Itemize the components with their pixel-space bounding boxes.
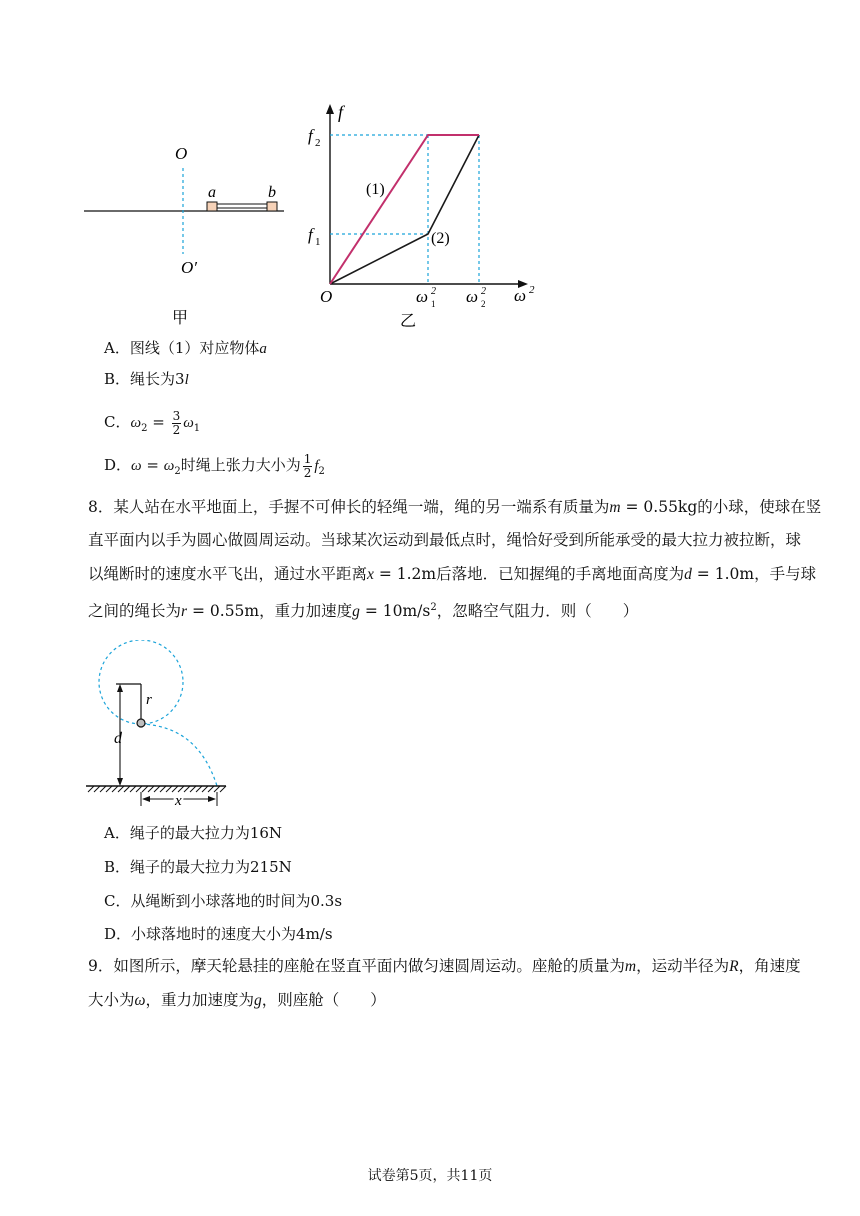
- q8-val-m: = 0.55kg: [620, 498, 698, 516]
- q7-option-d-w2: ω: [163, 458, 175, 474]
- q8-option-c[interactable]: C．从绳断到小球落地的时间为0.3s: [104, 892, 343, 910]
- ground-hatch: [88, 786, 226, 792]
- block-b: [267, 202, 277, 211]
- label-curve-2: (2): [431, 230, 450, 247]
- q7-option-b-var: l: [184, 372, 189, 388]
- caption-yi: 乙: [400, 311, 417, 330]
- q9-text: ，角速度: [738, 957, 801, 975]
- q7-option-d-desc: 时绳上张力大小为: [180, 456, 301, 474]
- q9-text: ，则座舱（ ）: [261, 991, 386, 1009]
- q7-option-c[interactable]: [104, 403, 200, 441]
- q7-option-d-eq: =: [141, 456, 164, 474]
- label-curve-1: (1): [366, 181, 385, 198]
- label-f2: f: [308, 126, 313, 145]
- dimension-d-arrow-top: [117, 684, 123, 692]
- dimension-d-arrow-bottom: [117, 778, 123, 786]
- label-origin: O: [320, 287, 333, 306]
- q9-var-g: g: [253, 992, 262, 1009]
- q7-option-c-text: C．: [104, 413, 131, 431]
- q8-val-g: = 10m/s: [359, 602, 431, 621]
- q7-option-c-fraction: [172, 410, 182, 437]
- q8-option-a[interactable]: A．绳子的最大拉力为16N: [104, 824, 283, 842]
- q8-line-1: [88, 497, 822, 518]
- figure-yi: [300, 100, 550, 335]
- q7-option-d-num: 1: [303, 451, 312, 466]
- q8-line-3: [88, 564, 817, 585]
- q8-val-r: = 0.55m: [187, 602, 260, 621]
- label-w1-sub: 1: [431, 299, 436, 309]
- q8-text: 8．某人站在水平地面上，手握不可伸长的轻绳一端，绳的另一端系有质量为: [88, 498, 610, 516]
- q8-text: ，重力加速度: [259, 602, 353, 621]
- q9-var-R: R: [729, 958, 739, 975]
- q8-line-4: [88, 598, 788, 622]
- q9-line-2: [88, 990, 788, 1011]
- q9-text: ，重力加速度为: [145, 991, 254, 1009]
- q8-val-x: = 1.2m: [373, 565, 437, 583]
- curve-1: [330, 135, 479, 284]
- q7-option-d-text: D．: [104, 456, 132, 474]
- q8-text: 之间的绳长为: [88, 602, 182, 621]
- figure-jia: [80, 140, 300, 330]
- label-r: r: [146, 692, 152, 708]
- q7-option-c-lhs-sub: 2: [141, 423, 148, 434]
- q7-option-d-w2-sub: 2: [174, 466, 181, 477]
- q7-option-d-f: f: [314, 458, 319, 474]
- label-f1-sub: 1: [315, 236, 321, 248]
- q9-text: ，运动半径为: [636, 957, 730, 975]
- caption-jia: 甲: [172, 308, 189, 327]
- projectile-path-dashed: [141, 724, 217, 786]
- label-f2-sub: 2: [315, 137, 321, 149]
- q7-option-c-num: 3: [172, 408, 181, 423]
- q8-text: 后落地．已知握绳的手离地面高度为: [436, 565, 685, 583]
- q9-text: 9．如图所示，摩天轮悬挂的座舱在竖直平面内做匀速圆周运动。座舱的质量为: [88, 957, 625, 975]
- q8-var-x: x: [367, 566, 374, 583]
- dimension-x-arrow-left: [142, 796, 150, 802]
- label-O-prime: O′: [181, 258, 197, 277]
- q8-var-d: d: [684, 566, 692, 583]
- figure-q8: [80, 640, 240, 815]
- q8-text: 直平面内以手为圆心做圆周运动。当球某次运动到最低点时，绳恰好受到所能承受的最大拉力被拉断，球: [88, 531, 802, 549]
- q8-val-d: = 1.0m: [691, 565, 755, 583]
- label-x: x: [175, 793, 182, 809]
- label-d: d: [114, 730, 122, 747]
- label-axis-omega: ω: [514, 286, 527, 305]
- label-w2-sub: 2: [481, 299, 486, 309]
- page-footer: 试卷第5页，共11页: [367, 1168, 493, 1184]
- q7-option-a[interactable]: [104, 338, 267, 359]
- q8-var-r: r: [181, 603, 188, 621]
- q7-option-a-var: a: [259, 341, 267, 357]
- label-w1-sup: 2: [431, 286, 436, 297]
- label-b: b: [268, 184, 276, 201]
- q8-text: 的小球，使球在竖: [697, 498, 822, 516]
- q7-option-d-f-sub: 2: [318, 466, 325, 477]
- q8-text: ，手与球: [754, 565, 817, 583]
- q7-option-d-fraction: [303, 453, 313, 480]
- label-axis-omega-sup: 2: [529, 284, 535, 296]
- q7-option-c-eq: =: [147, 413, 170, 431]
- q7-option-c-rhs-sub: 1: [193, 423, 201, 434]
- q7-option-a-text: A．图线（1）对应物体: [104, 339, 260, 357]
- q7-option-b-text: B．绳长为: [104, 370, 176, 388]
- label-w2-sup: 2: [481, 286, 486, 297]
- q8-text: ，忽略空气阻力．则（ ）: [436, 602, 639, 621]
- q8-option-b[interactable]: B．绳子的最大拉力为215N: [104, 858, 292, 876]
- q9-line-1: [88, 956, 801, 977]
- curve-2: [330, 135, 479, 284]
- label-a: a: [208, 184, 216, 201]
- q7-option-b-val: 3: [175, 370, 185, 388]
- dimension-x-arrow-right: [208, 796, 216, 802]
- q9-var-omega: ω: [134, 992, 146, 1009]
- q8-line-2: [88, 530, 802, 550]
- label-axis-f: f: [338, 102, 344, 122]
- q9-text: 大小为: [88, 991, 135, 1009]
- q7-option-c-rhs: ω: [183, 415, 194, 431]
- q8-var-m: m: [609, 499, 621, 516]
- q8-text: 以绳断时的速度水平飞出，通过水平距离: [88, 565, 368, 583]
- q7-option-d[interactable]: [104, 446, 325, 484]
- q7-option-c-lhs: ω: [130, 415, 142, 431]
- label-O: O: [175, 144, 188, 163]
- q7-option-b[interactable]: [104, 369, 189, 390]
- block-a: [207, 202, 217, 211]
- q7-option-d-den: 2: [303, 465, 312, 480]
- y-axis-arrow: [326, 104, 334, 114]
- ball: [137, 719, 145, 727]
- q7-option-d-w: ω: [131, 458, 142, 474]
- q8-var-g: g: [352, 603, 360, 621]
- q8-option-d[interactable]: D．小球落地时的速度大小为4m/s: [104, 925, 333, 943]
- label-f1: f: [308, 225, 313, 244]
- label-w1: ω: [416, 287, 429, 306]
- label-w2: ω: [466, 287, 479, 306]
- q8-val-g-sup: 2: [430, 602, 437, 613]
- q7-option-c-den: 2: [172, 422, 181, 437]
- q9-var-m: m: [624, 958, 637, 975]
